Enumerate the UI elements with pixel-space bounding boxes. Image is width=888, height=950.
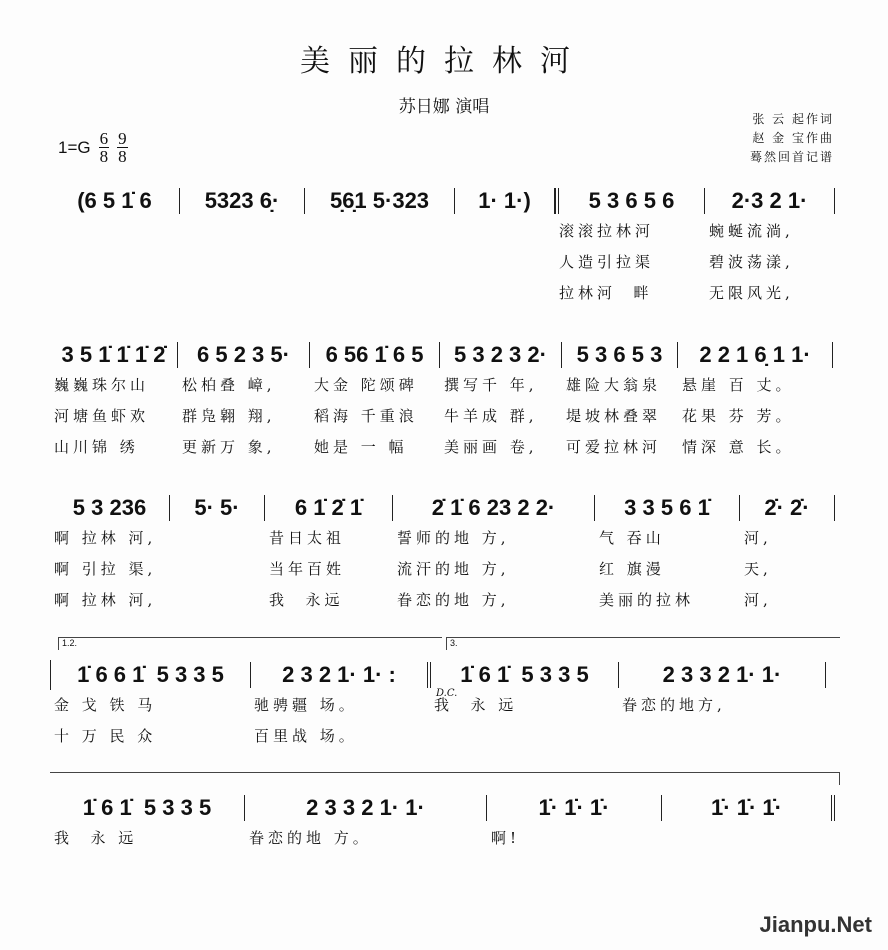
measure: 5 3 6 5 3 [562,342,678,368]
lyric-segment [170,554,265,585]
measure: 2·3 2 1· [705,188,835,214]
lyric-segment [455,278,555,309]
lyric-line [50,401,840,432]
lyric-segment [170,523,265,554]
lyric-segment: 气 吞山 [599,529,665,547]
measure: 5323 6̣· [180,188,305,214]
lyric-segment: 美丽画 卷, [444,438,538,456]
lyric-segment: 昔日太祖 [269,529,346,547]
lyric-segment: 河, [744,591,772,609]
lyric-segment: 啊 引拉 渠, [54,560,157,578]
measure: 2 2 1 6̣ 1 1· [678,342,833,368]
score-system [50,493,840,616]
time-signature: $\frac{6}{8}$ [99,129,109,166]
lyric-segment [50,278,180,309]
lyric-segment [618,721,825,752]
lyric-line [50,370,840,401]
lyric-segment: 金 戈 铁 马 [54,696,157,714]
measure: 1̇ 6 1̇ 5 3 3 5 [50,795,245,821]
measure: 5 3 236 [50,495,170,521]
lyric-segment: 拉林河 畔 [559,284,653,302]
lyric-segment: 流汗的地 方, [397,560,510,578]
key: 1=G [58,137,91,157]
lyric-segment: 我 永 远 [54,829,138,847]
lyricist: 张 云 起作词 [752,112,834,126]
lyric-line [50,823,840,854]
lyric-segment: 可爱拉林河 [566,438,662,456]
credits [750,110,834,167]
measure: 2̇ 1̇ 6 23 2 2· [393,495,595,521]
lyric-segment: 河, [744,529,772,547]
lyric-segment: 驰骋疆 场。 [254,696,358,714]
lyric-line [50,690,840,721]
measure: 1̇ 6 1̇ 5 3 3 5 [431,662,619,688]
lyric-segment: 美丽的拉林 [599,591,695,609]
song-title: 美丽的拉林河 [300,44,588,79]
volta-1-2: 1.2. [58,637,442,650]
lyric-line [50,247,840,278]
lyric-line [50,585,840,616]
lyric-segment: 当年百姓 [269,560,346,578]
measure: 5̣6̣1 5·323 [305,188,455,214]
measure: 1· 1·) [455,188,555,214]
lyric-segment: 眷恋的地方, [622,696,726,714]
measure: 1̇· 1̇· 1̇· [487,795,662,821]
measure: 5 3 2 3 2· [440,342,562,368]
lyric-segment: 誓师的地 方, [397,529,510,547]
singer: 苏日娜 演唱 [398,97,490,117]
lyric-segment [430,721,618,752]
lyric-segment [305,247,455,278]
lyric-segment [180,278,305,309]
lyric-segment: 山川锦 绣 [54,438,139,456]
volta-3: 3. [446,637,840,650]
dc-mark: D.C. [436,688,458,699]
measure: 6 5 2 3 5· [178,342,310,368]
measure: (6 5 1̇ 6 [50,188,180,214]
lyric-segment: 红 旗漫 [599,560,665,578]
measure: 6 56 1̇ 6 5 [310,342,440,368]
lyric-segment [50,216,180,247]
lyric-segment: 啊 拉林 河, [54,591,157,609]
lyric-segment [305,278,455,309]
lyric-segment [455,247,555,278]
measure: 5 3 6 5 6 [555,188,705,214]
lyric-segment: 雄险大翁泉 [566,376,662,394]
lyric-segment: 我 永远 [269,591,344,609]
measure: 1̇ 6 6 1̇ 5 3 3 5 [51,662,251,688]
score-system [50,340,840,463]
volta-3-continued [50,772,840,785]
measure: 3 3 5 6 1̇ [595,495,740,521]
score-system [50,660,840,752]
lyric-segment: 蜿蜒流淌, [709,222,794,240]
lyric-segment: 眷恋的地 方, [397,591,510,609]
lyric-line [50,721,840,752]
lyric-segment: 情深 意 长。 [682,438,795,456]
lyric-segment: 更新万 象, [182,438,276,456]
measure: 5· 5· [170,495,265,521]
lyric-segment [305,216,455,247]
lyric-line [50,554,840,585]
lyric-segment [662,823,835,854]
measure: 3 5 1̇ 1̇ 1̇ 2̇ [50,342,178,368]
lyric-segment: 稻海 千重浪 [314,407,418,425]
time-signature: $\frac{9}{8}$ [118,129,127,166]
measure: 2 3 3 2 1· 1· [619,662,826,688]
lyric-segment: 她是 一 幅 [314,438,408,456]
lyric-line [50,432,840,463]
measure: 2̇· 2̇· [740,495,835,521]
lyric-segment: 啊 拉林 河, [54,529,157,547]
lyric-segment [50,247,180,278]
lyric-segment: 滚滚拉林河 [559,222,655,240]
lyric-segment: 河塘鱼虾欢 [54,407,150,425]
score-system [50,186,840,309]
lyric-segment: 撰写千 年, [444,376,538,394]
lyric-segment: 碧波荡漾, [709,253,794,271]
lyric-segment: 无限风光, [709,284,794,302]
lyric-segment: 百里战 场。 [254,727,358,745]
lyric-segment: 堤坡林叠翠 [566,407,662,425]
lyric-segment: 松柏叠 嶂, [182,376,276,394]
score-system [50,793,840,854]
lyric-segment: 啊! [491,829,521,847]
lyric-line [50,216,840,247]
lyric-segment: 大金 陀颂碑 [314,376,418,394]
lyric-segment: 巍巍珠尔山 [54,376,150,394]
watermark: Jianpu.Net [759,912,872,937]
lyric-line [50,523,840,554]
lyric-segment [180,216,305,247]
lyric-line [50,278,840,309]
lyric-segment: 牛羊成 群, [444,407,538,425]
key-signature [58,130,128,165]
measure: 6 1̇ 2̇ 1̇ [265,495,393,521]
lyric-segment: 人造引拉渠 [559,253,655,271]
lyric-segment [180,247,305,278]
measure: 2 3 3 2 1· 1· [245,795,487,821]
transcriber: 蓦然回首记谱 [749,150,834,164]
lyric-segment: 十 万 民 众 [54,727,157,745]
lyric-segment [455,216,555,247]
lyric-segment: 眷恋的地 方。 [249,829,372,847]
lyric-segment: 花果 芬 芳。 [682,407,795,425]
lyric-segment: 天, [744,560,772,578]
lyric-segment: 悬崖 百 丈。 [682,376,795,394]
composer: 赵 金 宝作曲 [752,131,834,145]
lyric-segment: 我 永 远 [434,696,518,714]
measure: 2 3 2 1· 1· : [251,662,431,688]
lyric-segment: 群凫翱 翔, [182,407,276,425]
measure: 1̇· 1̇· 1̇· [662,795,835,821]
lyric-segment [170,585,265,616]
